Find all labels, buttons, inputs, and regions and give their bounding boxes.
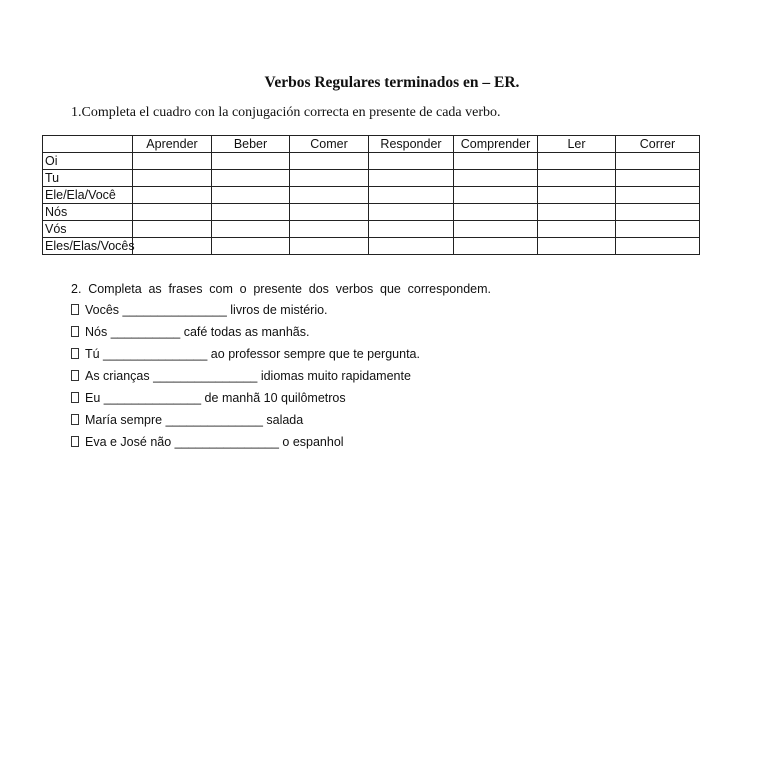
pronoun-cell: Vós	[43, 221, 133, 238]
conjugation-table	[42, 135, 700, 255]
answer-cell[interactable]	[369, 204, 454, 221]
table-row	[43, 221, 700, 238]
table-header-row	[43, 136, 700, 153]
answer-cell[interactable]	[133, 204, 212, 221]
pronoun-cell: Oi	[43, 153, 133, 170]
answer-cell[interactable]	[212, 170, 290, 187]
page-title: Verbos Regulares terminados en – ER.	[264, 74, 520, 91]
answer-cell[interactable]	[212, 238, 290, 255]
answer-cell[interactable]	[369, 221, 454, 238]
sentence-item	[71, 413, 420, 435]
verb-header: Comer	[290, 136, 369, 153]
verb-header: Beber	[212, 136, 290, 153]
sentence-item	[71, 369, 420, 391]
square-bullet-icon	[71, 414, 79, 425]
verb-header: Comprender	[454, 136, 538, 153]
answer-cell[interactable]	[133, 238, 212, 255]
answer-cell[interactable]	[212, 221, 290, 238]
sentence-item	[71, 435, 420, 457]
verb-header: Responder	[369, 136, 454, 153]
answer-cell[interactable]	[538, 238, 616, 255]
answer-cell[interactable]	[290, 204, 369, 221]
table-row	[43, 153, 700, 170]
answer-cell[interactable]	[290, 187, 369, 204]
answer-cell[interactable]	[290, 221, 369, 238]
answer-cell[interactable]	[290, 170, 369, 187]
answer-cell[interactable]	[538, 187, 616, 204]
answer-cell[interactable]	[538, 153, 616, 170]
answer-cell[interactable]	[133, 187, 212, 204]
table-row	[43, 170, 700, 187]
sentence-text: María sempre ______________ salada	[85, 413, 304, 427]
square-bullet-icon	[71, 326, 79, 337]
answer-cell[interactable]	[212, 204, 290, 221]
answer-cell[interactable]	[616, 204, 700, 221]
answer-cell[interactable]	[538, 204, 616, 221]
answer-cell[interactable]	[369, 238, 454, 255]
exercise1-instruction: 1.Completa el cuadro con la conjugación correcta en presente de cada verbo.	[71, 105, 501, 120]
pronoun-cell: Ele/Ela/Você	[43, 187, 133, 204]
table-row	[43, 204, 700, 221]
sentence-text: As crianças _______________ idiomas muito rapidamente	[85, 369, 411, 383]
answer-cell[interactable]	[212, 187, 290, 204]
square-bullet-icon	[71, 392, 79, 403]
answer-cell[interactable]	[538, 221, 616, 238]
pronoun-cell: Tu	[43, 170, 133, 187]
sentence-item	[71, 347, 420, 369]
square-bullet-icon	[71, 304, 79, 315]
sentence-item	[71, 391, 420, 413]
answer-cell[interactable]	[290, 238, 369, 255]
answer-cell[interactable]	[616, 187, 700, 204]
answer-cell[interactable]	[454, 187, 538, 204]
pronoun-cell: Nós	[43, 204, 133, 221]
answer-cell[interactable]	[454, 204, 538, 221]
sentence-text: Vocês _______________ livros de mistério.	[85, 303, 328, 317]
verb-header: Aprender	[133, 136, 212, 153]
answer-cell[interactable]	[290, 153, 369, 170]
sentence-text: Nós __________ café todas as manhãs.	[85, 325, 310, 339]
answer-cell[interactable]	[133, 170, 212, 187]
square-bullet-icon	[71, 348, 79, 359]
answer-cell[interactable]	[454, 153, 538, 170]
answer-cell[interactable]	[616, 153, 700, 170]
verb-header: Ler	[538, 136, 616, 153]
answer-cell[interactable]	[133, 221, 212, 238]
sentence-item	[71, 325, 420, 347]
exercise2-instruction: 2. Completa as frases com o presente dos verbos que correspondem.	[71, 282, 491, 296]
square-bullet-icon	[71, 436, 79, 447]
sentence-item	[71, 303, 420, 325]
answer-cell[interactable]	[616, 170, 700, 187]
square-bullet-icon	[71, 370, 79, 381]
answer-cell[interactable]	[454, 238, 538, 255]
pronoun-cell: Eles/Elas/Vocês	[43, 238, 133, 255]
header-corner-cell	[43, 136, 133, 153]
table-row	[43, 238, 700, 255]
sentence-text: Tú _______________ ao professor sempre que te pergunta.	[85, 347, 420, 361]
verb-header: Correr	[616, 136, 700, 153]
sentence-list	[71, 303, 420, 457]
answer-cell[interactable]	[538, 170, 616, 187]
answer-cell[interactable]	[616, 238, 700, 255]
answer-cell[interactable]	[369, 187, 454, 204]
answer-cell[interactable]	[616, 221, 700, 238]
answer-cell[interactable]	[454, 170, 538, 187]
answer-cell[interactable]	[212, 153, 290, 170]
answer-cell[interactable]	[369, 153, 454, 170]
answer-cell[interactable]	[133, 153, 212, 170]
answer-cell[interactable]	[454, 221, 538, 238]
table-row	[43, 187, 700, 204]
answer-cell[interactable]	[369, 170, 454, 187]
sentence-text: Eva e José não _______________ o espanhol	[85, 435, 344, 449]
sentence-text: Eu ______________ de manhã 10 quilômetros	[85, 391, 346, 405]
